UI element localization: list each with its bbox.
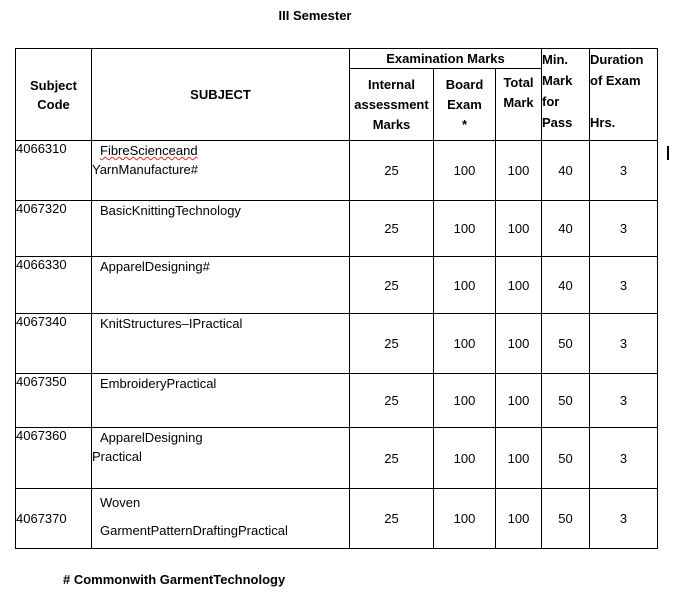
footnote: # Commonwith GarmentTechnology xyxy=(63,572,286,587)
min-pass-cell: 50 xyxy=(542,489,590,549)
header-total-mark xyxy=(496,69,542,141)
table-row xyxy=(16,257,658,314)
header-total-line1: Total xyxy=(503,75,534,90)
header-board-line1: Board xyxy=(445,76,484,92)
total-cell: 100 xyxy=(496,201,542,257)
internal-cell: 25 xyxy=(350,374,434,428)
subject-name-cell xyxy=(92,141,350,201)
subject-code-cell: 4067370 xyxy=(16,489,92,549)
subject-code-cell: 4067350 xyxy=(16,374,92,428)
table-row xyxy=(16,374,658,428)
subject-code-cell: 4067340 xyxy=(16,314,92,374)
table-row xyxy=(16,141,658,201)
text-cursor xyxy=(667,146,669,160)
subject-name-cell xyxy=(92,314,350,374)
min-pass-cell: 50 xyxy=(542,314,590,374)
board-cell: 100 xyxy=(434,314,496,374)
board-cell: 100 xyxy=(434,141,496,201)
min-pass-cell: 40 xyxy=(542,141,590,201)
subject-name-cell xyxy=(92,201,350,257)
subject-line2: GarmentPatternDraftingPractical xyxy=(100,523,288,538)
header-duration-line1: Duration xyxy=(590,52,644,67)
min-pass-cell: 50 xyxy=(542,428,590,489)
board-cell: 100 xyxy=(434,201,496,257)
board-cell: 100 xyxy=(434,428,496,489)
subject-name-cell xyxy=(92,489,350,549)
duration-cell: 3 xyxy=(590,314,658,374)
duration-cell: 3 xyxy=(590,201,658,257)
total-cell: 100 xyxy=(496,374,542,428)
board-cell: 100 xyxy=(434,489,496,549)
header-examination-marks: Examination Marks xyxy=(350,49,542,69)
header-min-mark xyxy=(542,49,590,141)
header-board-exam xyxy=(434,69,496,141)
header-total-line2: Mark xyxy=(503,95,534,110)
subject-code-cell: 4066310 xyxy=(16,141,92,201)
subject-line1: EmbroideryPractical xyxy=(100,376,217,391)
duration-cell: 3 xyxy=(590,374,658,428)
table-row xyxy=(16,201,658,257)
min-pass-cell: 50 xyxy=(542,374,590,428)
duration-cell: 3 xyxy=(590,489,658,549)
header-duration xyxy=(590,49,658,141)
internal-cell: 25 xyxy=(350,428,434,489)
board-cell: 100 xyxy=(434,257,496,314)
header-min-line2: Mark xyxy=(542,73,573,88)
total-cell: 100 xyxy=(496,428,542,489)
header-internal-line1: Internal xyxy=(368,76,415,92)
header-min-line3: for xyxy=(542,94,560,109)
header-subject-code xyxy=(16,49,92,141)
internal-cell: 25 xyxy=(350,257,434,314)
subject-line1: KnitStructures–IPractical xyxy=(100,316,243,331)
header-internal-line3: Marks xyxy=(372,116,411,132)
subject-line1: ApparelDesigning# xyxy=(100,259,210,274)
subject-code-cell: 4067360 xyxy=(16,428,92,489)
header-subject-code-line2: Code xyxy=(37,96,70,112)
subject-name-cell xyxy=(92,428,350,489)
total-cell: 100 xyxy=(496,141,542,201)
header-min-line1: Min. xyxy=(542,52,568,67)
header-board-line3: * xyxy=(461,116,468,132)
subject-name-cell xyxy=(92,257,350,314)
header-subject: SUBJECT xyxy=(92,49,350,141)
header-duration-line3: Hrs. xyxy=(590,115,616,130)
subject-line1: Woven xyxy=(100,495,141,510)
board-cell: 100 xyxy=(434,374,496,428)
subject-name-cell xyxy=(92,374,350,428)
subject-line1: ApparelDesigning xyxy=(100,430,203,445)
internal-cell: 25 xyxy=(350,314,434,374)
total-cell: 100 xyxy=(496,257,542,314)
min-pass-cell: 40 xyxy=(542,257,590,314)
internal-cell: 25 xyxy=(350,141,434,201)
header-duration-line2: of Exam xyxy=(590,73,641,88)
header-internal-line2: assessment xyxy=(354,96,429,112)
page-title: III Semester xyxy=(278,8,352,23)
min-pass-cell: 40 xyxy=(542,201,590,257)
subject-line1: FibreScienceand xyxy=(100,143,198,158)
duration-cell: 3 xyxy=(590,141,658,201)
internal-cell: 25 xyxy=(350,201,434,257)
subject-line2: Practical xyxy=(92,449,142,464)
subject-line1: BasicKnittingTechnology xyxy=(100,203,241,218)
duration-cell: 3 xyxy=(590,257,658,314)
subject-line2: YarnManufacture# xyxy=(92,162,198,177)
table-row xyxy=(16,314,658,374)
duration-cell: 3 xyxy=(590,428,658,489)
total-cell: 100 xyxy=(496,314,542,374)
table-row xyxy=(16,428,658,489)
table-row xyxy=(16,489,658,549)
header-min-line4: Pass xyxy=(542,115,573,130)
total-cell: 100 xyxy=(496,489,542,549)
internal-cell: 25 xyxy=(350,489,434,549)
subject-code-cell: 4066330 xyxy=(16,257,92,314)
subject-code-cell: 4067320 xyxy=(16,201,92,257)
header-board-line2: Exam xyxy=(447,96,482,112)
marks-table xyxy=(15,48,658,549)
header-internal xyxy=(350,69,434,141)
header-subject-code-line1: Subject xyxy=(30,77,77,93)
